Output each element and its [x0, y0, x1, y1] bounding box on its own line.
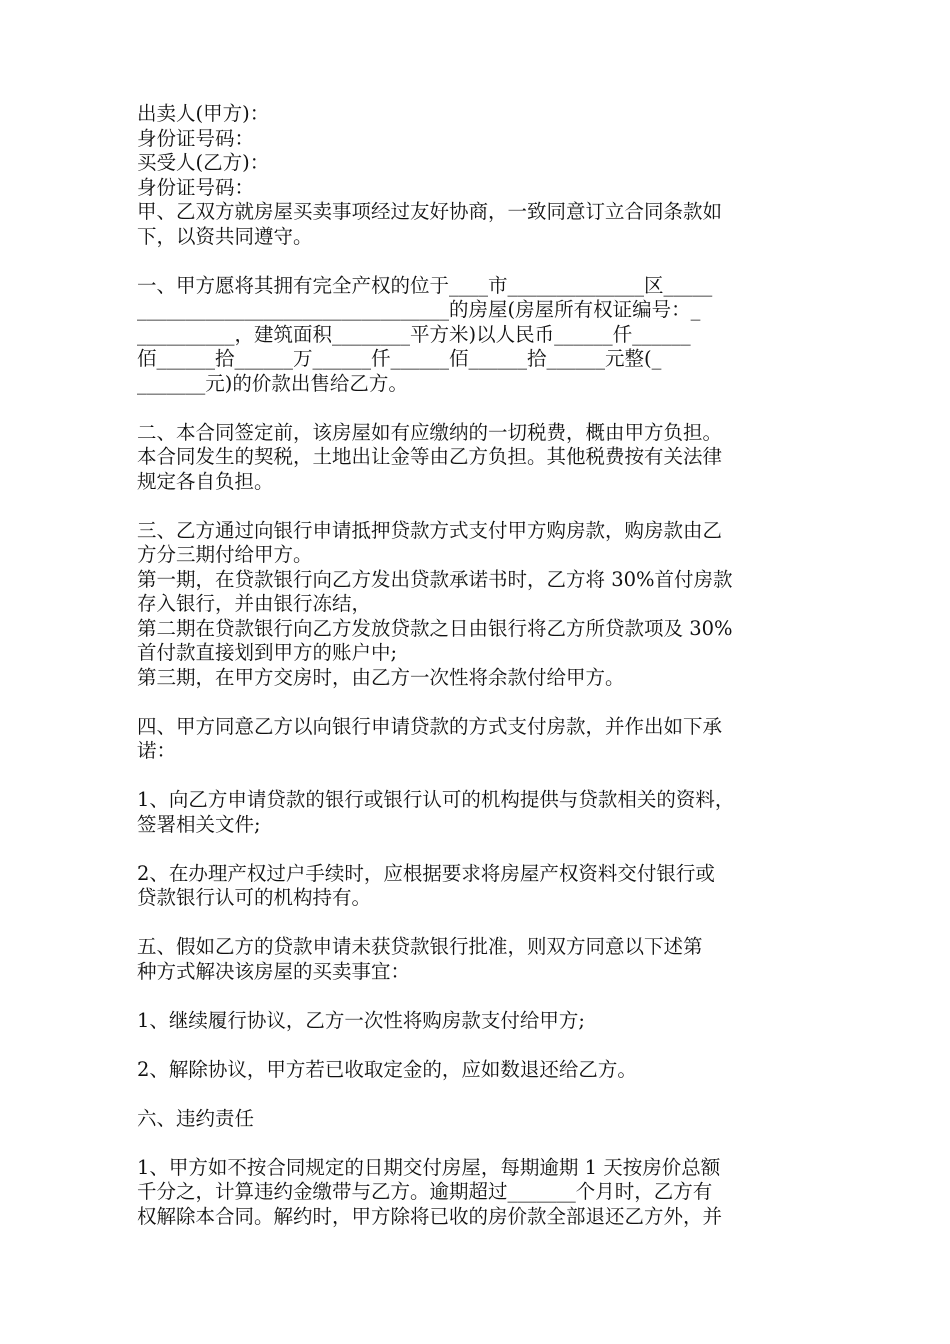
clause3-line: 第一期，在贷款银行向乙方发出贷款承诺书时，乙方将 30%首付房款 [137, 567, 733, 591]
clause5-line: 五、假如乙方的贷款申请未获贷款银行批准，则双方同意以下述第 [137, 935, 703, 958]
clause6-item1-line: 千分之，计算违约金缴带与乙方。逾期超过_______个月时，乙方有 [137, 1180, 713, 1203]
contract-document [137, 102, 817, 1229]
clause6-title: 六、违约责任 [137, 1106, 255, 1130]
clause2-line: 二、本合同签定前，该房屋如有应缴纳的一切税费，概由甲方负担。 [137, 420, 723, 444]
clause5-item2: 2、解除协议，甲方若已收取定金的，应如数退还给乙方。 [137, 1057, 637, 1081]
clause3-line: 方分三期付给甲方。 [137, 543, 313, 566]
clause4-item1-line: 1、向乙方申请贷款的银行或银行认可的机构提供与贷款相关的资料， [137, 788, 735, 811]
buyer-label: 买受人(乙方)： [137, 151, 270, 174]
clause1-line: _______元)的价款出售给乙方。 [137, 371, 408, 395]
clause2-line: 本合同发生的契税，土地出让金等由乙方负担。其他税费按有关法律 [137, 445, 723, 468]
seller-label: 出卖人(甲方)： [137, 102, 270, 125]
paragraph-gap [137, 911, 817, 936]
clause3-line: 第二期在贷款银行向乙方发放贷款之日由银行将乙方所贷款项及 30% [137, 616, 733, 640]
clause1-line: __________，建筑面积________平方米)以人民币______仟______ [137, 322, 691, 346]
clause3-line: 三、乙方通过向银行申请抵押贷款方式支付甲方购房款，购房款由乙 [137, 518, 723, 542]
clause4-line: 诺： [137, 739, 177, 762]
clause4-item2-line: 2、在办理产权过户手续时，应根据要求将房屋产权资料交付银行或 [137, 861, 715, 885]
clause2-line: 规定各自负担。 [137, 469, 274, 493]
paragraph-gap [137, 1082, 817, 1107]
paragraph-gap [137, 249, 817, 274]
paragraph-gap [137, 396, 817, 421]
intro-line: 甲、乙双方就房屋买卖事项经过友好协商，一致同意订立合同条款如 [137, 200, 723, 223]
clause6-item1-line: 权解除本合同。解约时，甲方除将已收的房价款全部退还乙方外，并 [137, 1204, 723, 1228]
clause3-line: 首付款直接划到甲方的账户中; [137, 641, 398, 664]
paragraph-gap [137, 764, 817, 789]
clause5-line: 种方式解决该房屋的买卖事宜： [137, 959, 411, 983]
clause6-item1-line: 1、甲方如不按合同规定的日期交付房屋，每期逾期 1 天按房价总额 [137, 1155, 721, 1179]
clause4-item1-line: 签署相关文件; [137, 812, 261, 836]
paragraph-gap [137, 984, 817, 1009]
clause1-line: 佰______拾______万______仟______佰______拾______元整(_ [137, 347, 662, 370]
paragraph-gap [137, 690, 817, 715]
clause4-item2-line: 贷款银行认可的机构持有。 [137, 886, 372, 909]
paragraph-gap [137, 1131, 817, 1156]
paragraph-gap [137, 1033, 817, 1058]
paragraph-gap [137, 837, 817, 862]
buyer-id-label: 身份证号码： [137, 175, 255, 199]
clause4-line: 四、甲方同意乙方以向银行申请贷款的方式支付房款，并作出如下承 [137, 714, 723, 738]
paragraph-gap [137, 494, 817, 519]
seller-id-label: 身份证号码： [137, 126, 255, 150]
clause3-line: 存入银行，并由银行冻结， [137, 592, 372, 615]
intro-line: 下，以资共同遵守。 [137, 224, 313, 248]
clause5-item1: 1、继续履行协议，乙方一次性将购房款支付给甲方; [137, 1008, 585, 1032]
clause1-line: 一、甲方愿将其拥有完全产权的位于____市______________区_____ [137, 273, 713, 297]
clause3-line: 第三期，在甲方交房时，由乙方一次性将余款付给甲方。 [137, 665, 625, 689]
clause1-line: ________________________________的房屋(房屋所有权证编号：_ [137, 298, 701, 321]
